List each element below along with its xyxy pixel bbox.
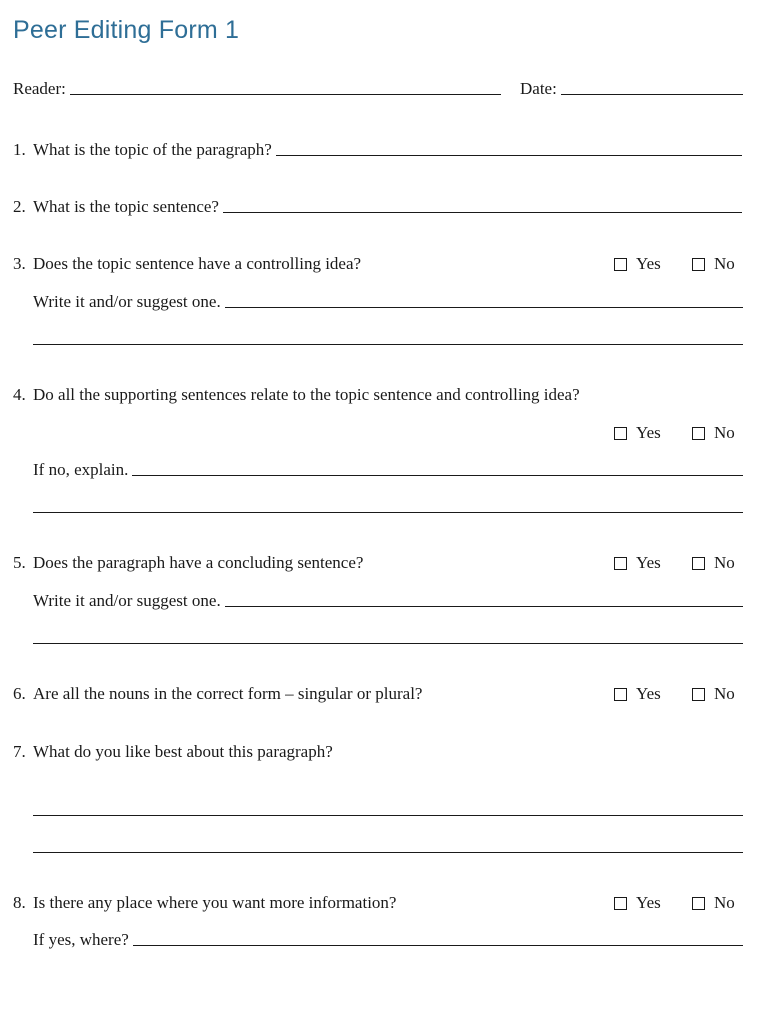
question-3 <box>13 254 361 274</box>
question-text: What do you like best about this paragraph? <box>33 742 333 761</box>
question-7 <box>13 742 333 762</box>
answer-line[interactable] <box>33 643 743 644</box>
question-6 <box>13 684 422 704</box>
answer-line[interactable] <box>132 475 743 476</box>
follow-up-text: If no, explain. <box>33 460 129 479</box>
question-text: Are all the nouns in the correct form – singular or plural? <box>33 684 423 703</box>
question-4 <box>13 385 580 405</box>
question-number: 3. <box>13 254 26 273</box>
no-label: No <box>714 254 735 273</box>
answer-line[interactable] <box>133 945 743 946</box>
answer-line[interactable] <box>33 344 743 345</box>
answer-line[interactable] <box>33 815 743 816</box>
question-text: Does the topic sentence have a controlling idea? <box>33 254 362 273</box>
checkbox[interactable] <box>692 897 705 910</box>
q6-no-option[interactable] <box>692 684 735 704</box>
q8-yes-option[interactable] <box>614 893 661 913</box>
no-label: No <box>714 553 735 572</box>
follow-up-text: Write it and/or suggest one. <box>33 591 221 610</box>
question-text: What is the topic of the paragraph? <box>33 140 272 159</box>
question-4-follow-up <box>33 460 743 480</box>
date-label: Date: <box>520 79 557 98</box>
answer-line[interactable] <box>33 852 743 853</box>
question-2 <box>13 197 742 217</box>
yes-label: Yes <box>636 254 661 273</box>
question-number: 6. <box>13 684 26 703</box>
no-label: No <box>714 893 735 912</box>
question-text: Does the paragraph have a concluding sentence? <box>33 553 364 572</box>
no-label: No <box>714 423 735 442</box>
checkbox[interactable] <box>692 427 705 440</box>
q5-yes-option[interactable] <box>614 553 661 573</box>
question-8 <box>13 893 396 913</box>
question-text: Do all the supporting sentences relate to the topic sentence and controlling idea? <box>33 385 580 404</box>
answer-line[interactable] <box>225 606 743 607</box>
answer-line[interactable] <box>225 307 743 308</box>
question-number: 4. <box>13 385 26 404</box>
checkbox[interactable] <box>614 557 627 570</box>
page-title: Peer Editing Form 1 <box>13 16 240 44</box>
date-field-row <box>520 79 743 99</box>
checkbox[interactable] <box>614 258 627 271</box>
question-5 <box>13 553 363 573</box>
question-3-follow-up <box>33 292 743 312</box>
yes-label: Yes <box>636 553 661 572</box>
follow-up-text: If yes, where? <box>33 930 129 949</box>
question-text: What is the topic sentence? <box>33 197 219 216</box>
yes-label: Yes <box>636 423 661 442</box>
question-number: 1. <box>13 140 26 159</box>
reader-label: Reader: <box>13 79 66 98</box>
q6-yes-option[interactable] <box>614 684 661 704</box>
yes-label: Yes <box>636 893 661 912</box>
question-number: 7. <box>13 742 26 761</box>
q4-no-option[interactable] <box>692 423 735 443</box>
question-1 <box>13 140 742 160</box>
q3-yes-option[interactable] <box>614 254 661 274</box>
checkbox[interactable] <box>614 897 627 910</box>
date-input-line[interactable] <box>561 94 743 95</box>
question-5-follow-up <box>33 591 743 611</box>
question-number: 5. <box>13 553 26 572</box>
question-text: Is there any place where you want more information? <box>33 893 397 912</box>
q8-no-option[interactable] <box>692 893 735 913</box>
reader-field-row <box>13 79 501 99</box>
checkbox[interactable] <box>614 688 627 701</box>
checkbox[interactable] <box>692 258 705 271</box>
checkbox[interactable] <box>692 557 705 570</box>
yes-label: Yes <box>636 684 661 703</box>
no-label: No <box>714 684 735 703</box>
q5-no-option[interactable] <box>692 553 735 573</box>
answer-line[interactable] <box>223 212 742 213</box>
answer-line[interactable] <box>33 512 743 513</box>
checkbox[interactable] <box>614 427 627 440</box>
checkbox[interactable] <box>692 688 705 701</box>
follow-up-text: Write it and/or suggest one. <box>33 292 221 311</box>
question-number: 2. <box>13 197 26 216</box>
q3-no-option[interactable] <box>692 254 735 274</box>
question-8-follow-up <box>33 930 743 950</box>
answer-line[interactable] <box>276 155 742 156</box>
reader-input-line[interactable] <box>70 94 501 95</box>
question-number: 8. <box>13 893 26 912</box>
q4-yes-option[interactable] <box>614 423 661 443</box>
